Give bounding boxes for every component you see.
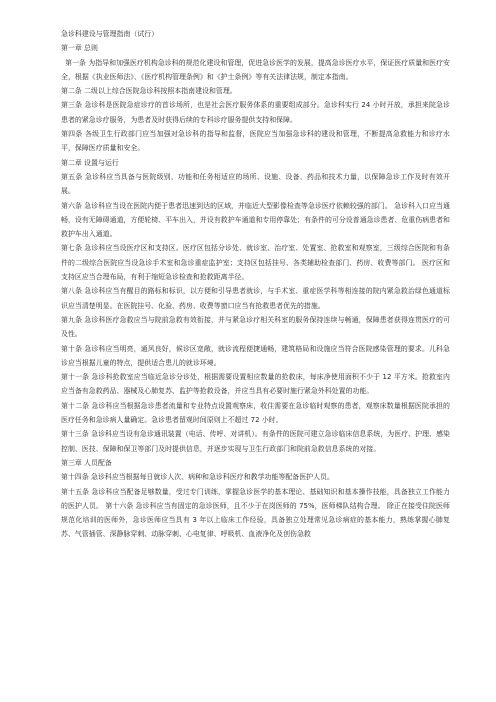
- article-paragraph: 第十条 急诊科应当明亮，通风良好，候诊区宽敞，就诊流程便捷通畅，建筑格局和设施应当符合医院感染管理的要求。儿科急诊应当根据儿童的特点，提供适合患儿的就诊环境。: [61, 344, 450, 367]
- article-paragraph: 第八条 急诊科应当有醒目的路标和标识，以方便和引导患者就诊，与手术室、重症医学科等相连接的院内紧急救治绿色通道标识应当清楚明显。在医院挂号、化验、药房、收费等窗口应当有抢救患者优先的措施。: [61, 287, 450, 310]
- article-paragraph: 第六条 急诊科应当设在医院内便于患者迅速到达的区域，并临近大型影像检查等急诊医疗依赖较强的部门。 急诊科入口应当通畅，设有无障碍通道，方便轮椅、平车出入，并设有救护车通道和专用停靠处；有条件的可分设普通急诊患者、危重伤病患者和救护车出入通道。: [61, 201, 450, 239]
- article-paragraph: 第五条 急诊科应当具备与医院级别、功能和任务相适应的场所、设施、设备、药品和技术力量，以保障急诊工作及时有效开展。: [61, 172, 450, 196]
- article-paragraph: 第七条 急诊科应当设医疗区和支持区。医疗区包括分诊处、就诊室、治疗室、处置室、抢救室和观察室，三级综合医院和有条件的二级综合医院应当设急诊手术室和急诊重症监护室；支持区包括挂号、各类辅助检查部门、药房、收费等部门。 医疗区和支持区应当合理布局，有利于缩短急诊检查和抢救距离半径。: [61, 244, 450, 282]
- document-title: 急诊科建设与管理指南（试行）: [61, 30, 159, 38]
- article-paragraph: 第十四条 急诊科应当根据每日就诊人次、病种和急诊科医疗和教学功能等配备医护人员。: [61, 473, 334, 482]
- article-paragraph: 第二条 二级以上综合医院急诊科按照本指南建设和管理。: [61, 87, 237, 96]
- chapter-heading: 第二章 设置与运行: [61, 158, 119, 167]
- article-paragraph: 第三条 急诊科是医院急症诊疗的首诊场所，也是社会医疗服务体系的重要组成部分。急诊科实行 24 小时开放，承担来院急诊患者的紧急诊疗服务，为患者及时获得后续的专科诊疗服务提供支持和保障。: [61, 101, 450, 124]
- article-paragraph: 第十一条 急诊科抢救室应当临近急诊分诊处，根据需要设置相应数量的抢救床，每床净使用面积不少于 12 平方米。抢救室内应当备有急救药品、器械及心肺复苏、监护等抢救设备，并应当具有必要时施行紧急外科处置的功能。: [61, 373, 450, 396]
- article-paragraph: 第四条 各级卫生行政部门应当加强对急诊科的指导和监督，医院应当加强急诊科的建设和管理，不断提高急救能力和诊疗水平，保障医疗质量和安全。: [61, 130, 450, 153]
- article-paragraph: 第九条 急诊科医疗急救应当与院前急救有效衔接，并与紧急诊疗相关科室的服务保持连续与畅通，保障患者获得连贯医疗的可及性。: [61, 315, 450, 339]
- article-paragraph: 第十五条 急诊科应当配备足够数量，受过专门训练，掌握急诊医学的基本理论、基础知识和基本操作技能，具备独立工作能力的医护人员。 第十六条 急诊科应当有固定的急诊医师，且不少于在岗医师的 75%，医师梯队结构合理。 除正在接受住院医师规范化培训的医师外，急诊医师应当具有 3 年以上临床工作经验，具备独立处理常见急诊病症的基本能力，熟练掌握心肺复苏、气管插管、深静脉穿刺、动脉穿刺、心电复律、呼吸机、血液净化及创伤急救: [61, 487, 450, 539]
- article-paragraph: 第十二条 急诊科应当根据急诊患者流量和专业特点设置观察床，收住需要在急诊临时观察的患者，观察床数量根据医院承担的医疗任务和急诊病人量确定。急诊患者留观时间原则上不超过 72 小时。: [61, 401, 450, 425]
- article-paragraph: 第十三条 急诊科应当设有急诊通讯装置（电话、传呼、对讲机）。有条件的医院可建立急诊临床信息系统，为医疗、护理、感染控制、医技、保障和保卫等部门及时提供信息，并逐步实现与卫生行政部门和院前急救信息系统的对接。: [61, 430, 450, 453]
- chapter-heading: 第三章 人员配备: [61, 458, 112, 467]
- chapter-heading: 第一章 总则: [61, 44, 98, 53]
- article-paragraph: 第一条 为指导和加强医疗机构急诊科的规范化建设和管理，促进急诊医学的发展，提高急诊医疗水平，保证医疗质量和医疗安全，根据《执业医师法》、《医疗机构管理条例》和《护士条例》等有关法律法规，制定本指南。: [61, 58, 450, 81]
